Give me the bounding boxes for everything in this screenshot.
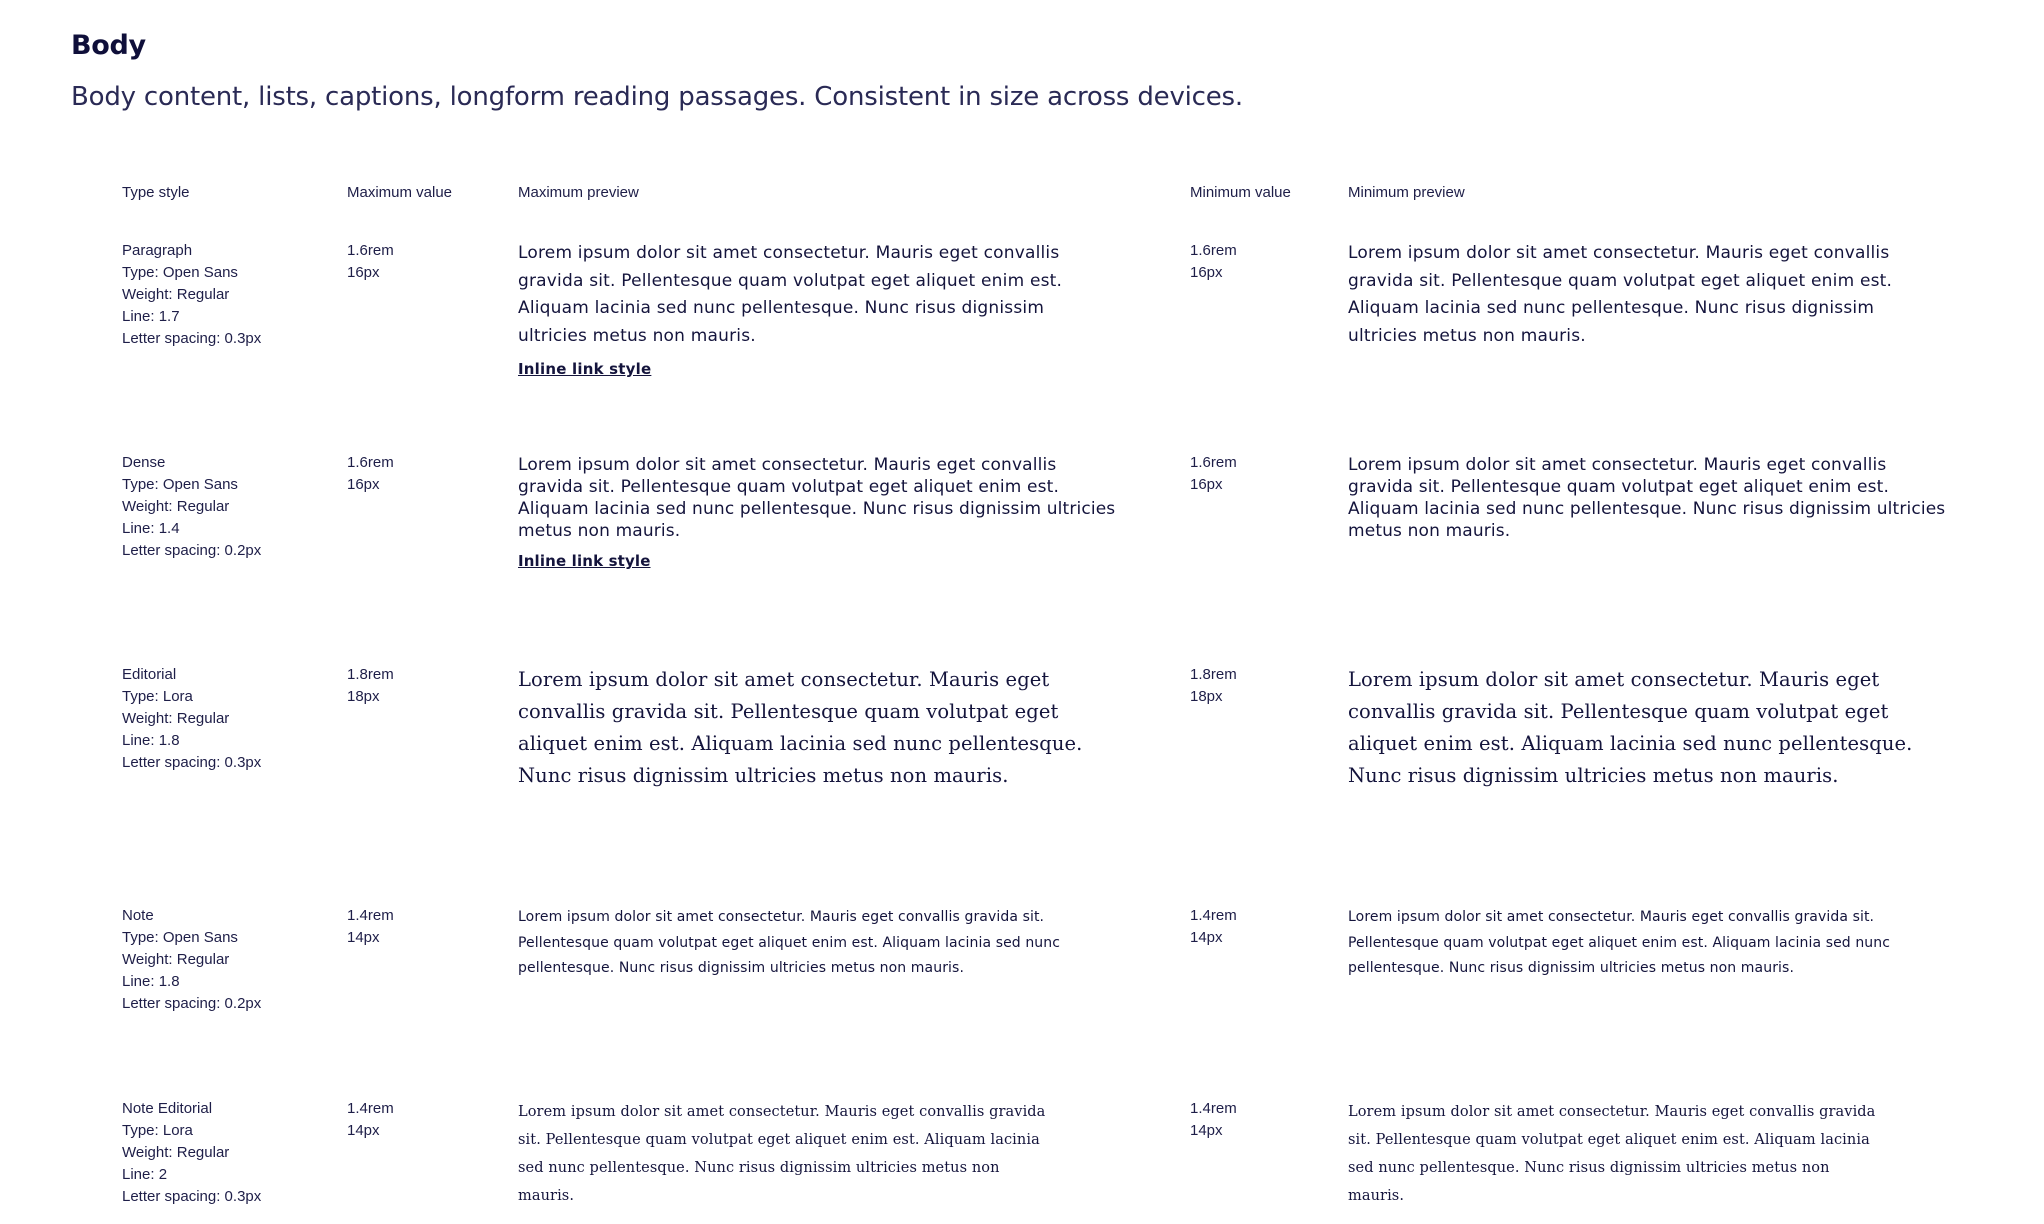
type-style-letter-spacing: Letter spacing: 0.3px	[122, 1188, 262, 1205]
type-style-font: Type: Lora	[122, 1122, 193, 1139]
type-style-letter-spacing: Letter spacing: 0.2px	[122, 542, 262, 559]
minimum-value-rem: 1.4rem	[1190, 907, 1237, 924]
column-header-type-style: Type style	[122, 184, 190, 201]
minimum-value-rem: 1.4rem	[1190, 1100, 1237, 1117]
type-style-line-height: Line: 1.7	[122, 308, 180, 325]
maximum-value-rem: 1.4rem	[347, 1100, 394, 1117]
maximum-value	[347, 905, 394, 949]
type-style-name: Note	[122, 907, 154, 924]
type-style-spec	[122, 452, 261, 562]
maximum-value-px: 16px	[347, 476, 380, 493]
minimum-value-px: 18px	[1190, 688, 1223, 705]
type-style-line-height: Line: 2	[122, 1166, 168, 1183]
minimum-preview-text: Lorem ipsum dolor sit amet consectetur. Mauris eget convallis gravida sit. Pellentesque quam volutpat eget aliquet enim est. Aliquam lacinia sed nunc pellentesque. Nunc risus dignissim ultricies metus non mauris.	[1348, 455, 1946, 541]
column-header-maximum-preview: Maximum preview	[518, 184, 639, 201]
minimum-value-rem: 1.6rem	[1190, 454, 1237, 471]
minimum-value	[1190, 1098, 1237, 1142]
inline-link-style[interactable]: Inline link style	[518, 360, 652, 378]
page-title: Body	[71, 30, 146, 61]
minimum-value	[1190, 905, 1237, 949]
page-subtitle: Body content, lists, captions, longform reading passages. Consistent in size across devices.	[71, 82, 1243, 112]
type-style-font: Type: Open Sans	[122, 929, 238, 946]
maximum-value-rem: 1.6rem	[347, 454, 394, 471]
minimum-value-rem: 1.6rem	[1190, 242, 1237, 259]
type-style-letter-spacing: Letter spacing: 0.3px	[122, 330, 262, 347]
type-style-line-height: Line: 1.8	[122, 732, 180, 749]
minimum-value	[1190, 452, 1237, 496]
maximum-preview-text: Lorem ipsum dolor sit amet consectetur. Mauris eget convallis gravida sit. Pellentesque quam volutpat eget aliquet enim est. Aliquam lacinia sed nunc pellentesque. Nunc risus dignissim ultricies metus non mauris.	[518, 455, 1116, 541]
maximum-preview-text: Lorem ipsum dolor sit amet consectetur. Mauris eget convallis gravida sit. Pellentesque quam volutpat eget aliquet enim est. Aliquam lacinia sed nunc pellentesque. Nunc risus dignissim ultricies metus non mauris.	[518, 909, 1061, 976]
maximum-value-px: 14px	[347, 1122, 380, 1139]
type-style-name: Paragraph	[122, 242, 193, 259]
type-style-line-height: Line: 1.4	[122, 520, 180, 537]
maximum-value	[347, 240, 394, 284]
minimum-value	[1190, 664, 1237, 708]
type-style-spec	[122, 1098, 261, 1208]
maximum-preview-text: Lorem ipsum dolor sit amet consectetur. Mauris eget convallis gravida sit. Pellentesque quam volutpat eget aliquet enim est. Aliquam lacinia sed nunc pellentesque. Nunc risus dignissim ultricies metus non mauris.	[518, 243, 1063, 346]
type-style-letter-spacing: Letter spacing: 0.2px	[122, 995, 262, 1012]
type-style-weight: Weight: Regular	[122, 951, 230, 968]
type-style-line-height: Line: 1.8	[122, 973, 180, 990]
minimum-value-px: 16px	[1190, 476, 1223, 493]
type-style-font: Type: Open Sans	[122, 476, 238, 493]
maximum-preview-text: Lorem ipsum dolor sit amet consectetur. Mauris eget convallis gravida sit. Pellentesque quam volutpat eget aliquet enim est. Aliquam lacinia sed nunc pellentesque. Nunc risus dignissim ultricies metus non mauris.	[518, 1104, 1046, 1204]
minimum-value-px: 14px	[1190, 1122, 1223, 1139]
maximum-value-rem: 1.8rem	[347, 666, 394, 683]
column-header-minimum-preview: Minimum preview	[1348, 184, 1465, 201]
minimum-preview-text: Lorem ipsum dolor sit amet consectetur. Mauris eget convallis gravida sit. Pellentesque quam volutpat eget aliquet enim est. Aliquam lacinia sed nunc pellentesque. Nunc risus dignissim ultricies metus non mauris.	[1348, 1104, 1876, 1204]
type-style-font: Type: Open Sans	[122, 264, 238, 281]
maximum-value-px: 16px	[347, 264, 380, 281]
minimum-preview-text: Lorem ipsum dolor sit amet consectetur. Mauris eget convallis gravida sit. Pellentesque quam volutpat eget aliquet enim est. Aliquam lacinia sed nunc pellentesque. Nunc risus dignissim ultricies metus non mauris.	[1348, 243, 1893, 346]
type-style-spec	[122, 664, 261, 774]
maximum-value-px: 14px	[347, 929, 380, 946]
minimum-value-px: 14px	[1190, 929, 1223, 946]
minimum-value-px: 16px	[1190, 264, 1223, 281]
inline-link-style[interactable]: Inline link style	[518, 552, 651, 570]
column-header-maximum-value: Maximum value	[347, 184, 453, 201]
type-style-name: Editorial	[122, 666, 177, 683]
type-style-font: Type: Lora	[122, 688, 193, 705]
minimum-preview-text: Lorem ipsum dolor sit amet consectetur. Mauris eget convallis gravida sit. Pellentesque quam volutpat eget aliquet enim est. Aliquam lacinia sed nunc pellentesque. Nunc risus dignissim ultricies metus non mauris.	[1348, 668, 1913, 787]
type-style-spec	[122, 905, 261, 1015]
maximum-value-rem: 1.6rem	[347, 242, 394, 259]
type-style-weight: Weight: Regular	[122, 498, 230, 515]
column-header-minimum-value: Minimum value	[1190, 184, 1291, 201]
type-style-spec	[122, 240, 261, 350]
type-style-name: Note Editorial	[122, 1100, 213, 1117]
type-style-weight: Weight: Regular	[122, 1144, 230, 1161]
type-style-weight: Weight: Regular	[122, 286, 230, 303]
minimum-value-rem: 1.8rem	[1190, 666, 1237, 683]
type-style-weight: Weight: Regular	[122, 710, 230, 727]
maximum-preview-text: Lorem ipsum dolor sit amet consectetur. Mauris eget convallis gravida sit. Pellentesque quam volutpat eget aliquet enim est. Aliquam lacinia sed nunc pellentesque. Nunc risus dignissim ultricies metus non mauris.	[518, 668, 1083, 787]
type-style-name: Dense	[122, 454, 166, 471]
maximum-value	[347, 664, 394, 708]
minimum-value	[1190, 240, 1237, 284]
maximum-value	[347, 452, 394, 496]
type-style-letter-spacing: Letter spacing: 0.3px	[122, 754, 262, 771]
maximum-value	[347, 1098, 394, 1142]
maximum-value-rem: 1.4rem	[347, 907, 394, 924]
minimum-preview-text: Lorem ipsum dolor sit amet consectetur. Mauris eget convallis gravida sit. Pellentesque quam volutpat eget aliquet enim est. Aliquam lacinia sed nunc pellentesque. Nunc risus dignissim ultricies metus non mauris.	[1348, 909, 1891, 976]
maximum-value-px: 18px	[347, 688, 380, 705]
